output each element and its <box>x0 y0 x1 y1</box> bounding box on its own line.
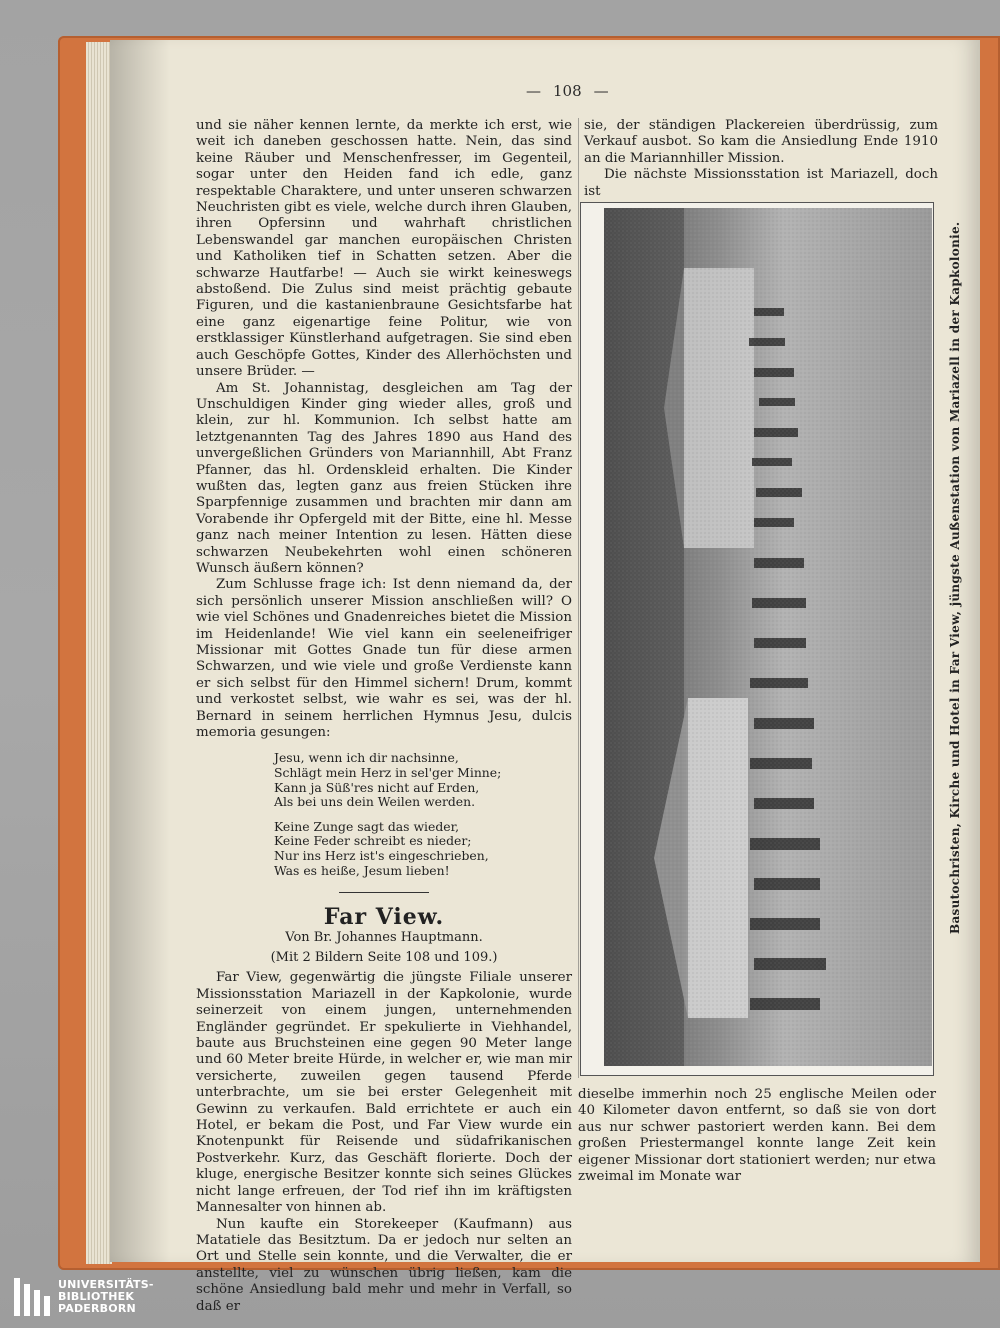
poem-line: Was es heiße, Jesum lieben! <box>274 862 450 878</box>
logo-line: BIBLIOTHEK <box>58 1290 135 1303</box>
paragraph: und sie näher kennen lernte, da merkte ich erst, wie weit ich daneben geschossen hatte. Nein, das sind keine Räuber und Menschenfresser, im Gegenteil, sogar unter den Heiden fand ich edle, ganz respektable Charaktere, und unter unseren schwarzen Neuchristen gibt es viele, welche durch ihren Glauben, ihren Opfersinn und wahrhaft christlichen Lebenswandel gar manchen europäischen Christen und Katholiken tief in Schatten setzen. Aber die schwarze Hautfarbe! — Auch sie wirkt keineswegs abstoßend. Die Zulus sind meist prächtig gebaute Figuren, und die kastanienbraune Gesichtsfarbe hat eine ganz eigenartige feine Politur, wie von erstklassiger Künstlerhand aufgetragen. Sie sind eben auch Geschöpfe Gottes, Kinder des Allerhöchsten und unsere Brüder. — <box>196 118 572 380</box>
poem-line: Als bei uns dein Weilen werden. <box>274 794 476 810</box>
page-number: — 108 — <box>526 82 609 100</box>
poem-line: Schlägt mein Herz in sel'ger Minne; <box>274 765 502 781</box>
hymn-poem <box>274 751 572 878</box>
poem-line: Keine Feder schreibt es nieder; <box>274 833 472 849</box>
section-divider <box>339 892 429 893</box>
logo-line: UNIVERSITÄTS- <box>58 1278 154 1291</box>
poem-line: Kann ja Süß'res nicht auf Erden, <box>274 779 480 795</box>
poem-stanza <box>274 751 572 809</box>
mission-photo <box>604 208 932 1066</box>
paragraph: dieselbe immerhin noch 25 englische Meilen oder 40 Kilometer davon entfernt, so daß sie von dort aus nur schwer pastoriert werden kann. Bei dem großen Priestermangel konnte lange Zeit kein eigener Missionar dort stationiert werden; nur etwa zweimal im Monate war <box>578 1087 936 1185</box>
spine-shadow <box>110 40 170 1262</box>
logo-line: PADERBORN <box>58 1302 136 1315</box>
paragraph: Far View, gegenwärtig die jüngste Filiale unserer Missionsstation Mariazell in der Kapkolonie, wurde seinerzeit von einem jungen, unternehmenden Engländer gegründet. Er spekulierte in Viehhandel, baute aus Bruchsteinen eine gegen 90 Meter lange und 60 Meter breite Hürde, in welcher er, wie man mir versicherte, zuweilen gegen tausend Pferde unterbrachte, um sie bei erster Gelegenheit mit Gewinn zu verkaufen. Bald errichtete er auch ein Hotel, er bekam die Post, und Far View wurde ein Knotenpunkt für Reisende und südafrikanischen Postverkehr. Kurz, das Geschäft florierte. Doch der kluge, energische Besitzer konnte sich seines Glückes nicht lange erfreuen, der Tod rief ihn im kräftigsten Mannesalter von hinnen ab. <box>196 970 572 1216</box>
photo-caption: Basutochristen, Kirche und Hotel in Far View, jüngste Außenstation von Mariazell in der Kapkolonie. <box>948 221 962 934</box>
paragraph: Am St. Johannistag, desgleichen am Tag der Unschuldigen Kinder ging wieder alles, groß und klein, zur hl. Kommunion. Ich selbst hatte am letztgenannten Tag des Jahres 1890 aus Hand des unvergeßlichen Gründers von Mariannhill, Abt Franz Pfanner, das hl. Ordenskleid erhalten. Die Kinder wußten das, legten ganz aus freien Stücken ihre Sparpfennige zusammen und brachten mir dann am Vorabende ihr Opfergeld mit der Bitte, eine hl. Messe ganz nach meiner Intention zu lesen. Hätten diese schwarzen Neubekehrten wohl einen schöneren Wunsch äußern können? <box>196 380 572 576</box>
paragraph: sie, der ständigen Plackereien überdrüssig, zum Verkauf ausbot. So kam die Ansiedlung Ende 1910 an die Mariannhiller Mission. <box>584 118 938 166</box>
article-author: Von Br. Johannes Hauptmann. <box>285 929 483 945</box>
poem-stanza <box>274 820 572 878</box>
right-column-top <box>584 118 938 200</box>
poem-line: Jesu, wenn ich dir nachsinne, <box>274 750 459 766</box>
article-note: (Mit 2 Bildern Seite 108 und 109.) <box>270 950 498 965</box>
left-column <box>196 118 572 1315</box>
poem-line: Keine Zunge sagt das wieder, <box>274 818 460 834</box>
poem-line: Nur ins Herz ist's eingeschrieben, <box>274 848 489 863</box>
library-logo-icon <box>14 1278 50 1316</box>
paragraph: Nun kaufte ein Storekeeper (Kaufmann) aus Matatiele das Besitztum. Da er jedoch nur selten an Ort und Stelle sein konnte, und die Verwalter, die er anstellte, viel zu wünschen übrig ließen, kam die schöne Ansiedlung bald mehr und mehr in Verfall, so daß er <box>196 1216 572 1314</box>
library-logo <box>14 1278 154 1316</box>
paragraph: Die nächste Missionsstation ist Mariazell, doch ist <box>584 167 938 199</box>
column-divider <box>578 118 579 1078</box>
right-column-bottom <box>578 1087 936 1185</box>
paragraph: Zum Schlusse frage ich: Ist denn niemand da, der sich persönlich unserer Mission anschließen will? O wie viel Schönes und Gnadenreiches bietet die Mission im Heidenlande! Wie viel kann ein seeleneifriger Missionar mit Gottes Gnade tun für diese armen Schwarzen, und wie viele und große Verdienste kann er sich selbst für den Himmel sichern! Drum, kommt und verkostet selbst, wie wahr es sei, was der hl. Bernard in seinem herrlichen Hymnus Jesu, dulcis memoria gesungen: <box>196 577 572 741</box>
page-edges <box>86 42 112 1264</box>
article-title: Far View. <box>323 904 445 931</box>
